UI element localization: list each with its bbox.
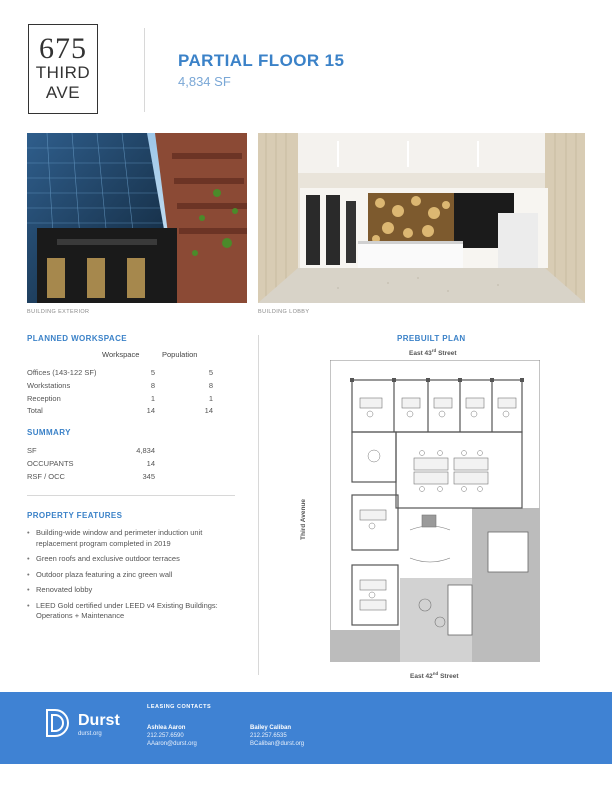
street-number: East 43 bbox=[409, 350, 432, 357]
contact-phone[interactable]: 212.257.6535 bbox=[250, 733, 287, 739]
summary-label: RSF / OCC bbox=[27, 472, 65, 481]
row-label: Reception bbox=[27, 394, 61, 403]
column-divider bbox=[258, 335, 259, 675]
table-row bbox=[27, 394, 217, 405]
row-workspace: 14 bbox=[146, 406, 155, 415]
street-ordinal: nd bbox=[432, 671, 439, 676]
row-population: 8 bbox=[208, 381, 213, 390]
row-label: Offices (143-122 SF) bbox=[27, 368, 97, 377]
features-list bbox=[27, 528, 242, 627]
row-workspace: 1 bbox=[150, 394, 155, 403]
page-title: PARTIAL FLOOR 15 bbox=[178, 51, 345, 70]
street-number: East 42 bbox=[410, 673, 433, 680]
list-item: • Renovated lobby bbox=[27, 585, 242, 596]
row-workspace: 5 bbox=[150, 368, 155, 377]
summary-label: OCCUPANTS bbox=[27, 459, 74, 468]
footer bbox=[0, 692, 612, 764]
row-label: Workstations bbox=[27, 381, 71, 390]
contact-card bbox=[147, 724, 197, 748]
contact-email[interactable]: AAaron@durst.org bbox=[147, 741, 197, 747]
section-divider bbox=[27, 495, 235, 496]
features-heading: PROPERTY FEATURES bbox=[27, 511, 123, 520]
workspace-heading: PLANNED WORKSPACE bbox=[27, 334, 127, 343]
contact-name: Ashlea Aaron bbox=[147, 725, 186, 731]
plan-heading: PREBUILT PLAN bbox=[397, 334, 466, 343]
avenue-label: Third Avenue bbox=[300, 498, 307, 540]
summary-label: SF bbox=[27, 446, 37, 455]
row-label: Total bbox=[27, 406, 43, 415]
row-workspace: 8 bbox=[150, 381, 155, 390]
list-item: • Outdoor plaza featuring a zinc green wall bbox=[27, 570, 242, 581]
summary-heading: SUMMARY bbox=[27, 428, 71, 437]
summary-row bbox=[27, 446, 217, 457]
summary-row bbox=[27, 459, 217, 470]
logo-third: THIRD bbox=[35, 63, 91, 82]
row-population: 1 bbox=[208, 394, 213, 403]
building-exterior-photo bbox=[27, 133, 247, 303]
list-item: • Building-wide window and perimeter induction unit replacement program completed in 2019 bbox=[27, 528, 242, 549]
page-subtitle: 4,834 SF bbox=[178, 74, 231, 89]
workspace-col-header: Workspace bbox=[102, 350, 140, 359]
exterior-caption: BUILDING EXTERIOR bbox=[27, 309, 90, 315]
summary-value: 14 bbox=[146, 459, 155, 468]
street-word: Street bbox=[438, 673, 459, 680]
list-item: • Green roofs and exclusive outdoor terraces bbox=[27, 554, 242, 565]
summary-value: 345 bbox=[142, 472, 155, 481]
population-col-header: Population bbox=[162, 350, 198, 359]
north-street-label bbox=[409, 348, 457, 357]
contact-card bbox=[250, 724, 304, 748]
row-population: 5 bbox=[208, 368, 213, 377]
logo-ave: AVE bbox=[45, 83, 81, 102]
contact-phone[interactable]: 212.257.6590 bbox=[147, 733, 184, 739]
south-street-label bbox=[410, 671, 459, 680]
contact-email[interactable]: BCaliban@durst.org bbox=[250, 741, 305, 747]
summary-row bbox=[27, 472, 217, 483]
workspace-column-headers bbox=[27, 350, 217, 361]
lobby-caption: BUILDING LOBBY bbox=[258, 309, 310, 315]
leasing-heading: LEASING CONTACTS bbox=[147, 704, 212, 710]
row-population: 14 bbox=[204, 406, 213, 415]
logo-number: 675 bbox=[39, 32, 87, 65]
summary-value: 4,834 bbox=[136, 446, 155, 455]
list-item: • LEED Gold certified under LEED v4 Existing Buildings: Operations + Maintenance bbox=[27, 601, 242, 622]
building-lobby-photo bbox=[258, 133, 585, 303]
building-logo bbox=[28, 24, 98, 114]
durst-brand: Durst bbox=[78, 712, 120, 729]
street-word: Street bbox=[436, 350, 457, 357]
durst-url[interactable]: durst.org bbox=[78, 731, 102, 737]
floor-plan bbox=[330, 360, 540, 662]
durst-logo-icon bbox=[44, 707, 74, 739]
header-divider bbox=[144, 28, 145, 112]
contact-name: Bailey Caliban bbox=[250, 725, 292, 731]
table-row bbox=[27, 381, 217, 392]
table-row bbox=[27, 406, 217, 417]
street-ordinal: rd bbox=[431, 348, 437, 353]
table-row bbox=[27, 368, 217, 379]
